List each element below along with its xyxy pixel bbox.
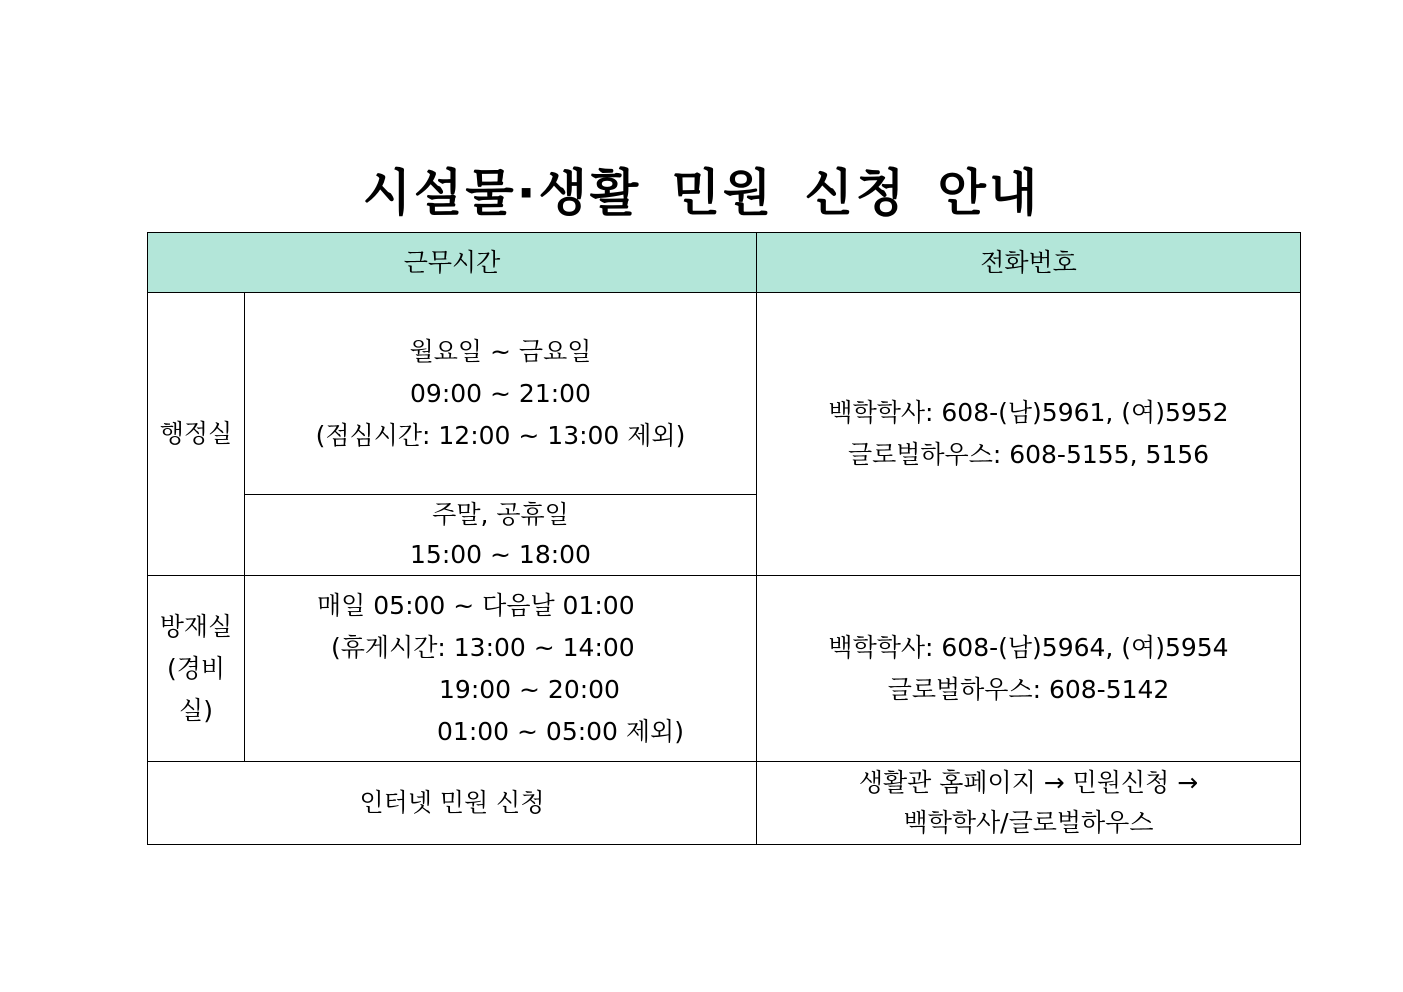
admin-weekday-hours: 09:00 ~ 21:00 — [410, 378, 591, 408]
page-title: 시설물·생활 민원 신청 안내 — [362, 164, 1041, 222]
security-daily-hours: 매일 05:00 ~ 다음날 01:00 — [317, 590, 635, 620]
security-hours-cell — [245, 576, 757, 762]
security-break-2: 19:00 ~ 20:00 — [439, 674, 620, 704]
internet-request-path-cell — [757, 762, 1301, 845]
complaint-info-table — [147, 232, 1301, 845]
header-phone: 전화번호 — [757, 233, 1301, 293]
admin-lunch-break: (점심시간: 12:00 ~ 13:00 제외) — [315, 420, 686, 450]
admin-phone-cell — [757, 293, 1301, 576]
table-row-security — [148, 576, 1301, 762]
admin-weekend-hours-cell — [245, 495, 757, 576]
internet-request-label: 인터넷 민원 신청 — [148, 762, 757, 845]
admin-office-label: 행정실 — [148, 293, 245, 576]
admin-weekday-days: 월요일 ~ 금요일 — [409, 336, 592, 366]
admin-weekend-hours: 15:00 ~ 18:00 — [410, 540, 591, 569]
header-hours: 근무시간 — [148, 233, 757, 293]
security-phone-global-house: 글로벌하우스: 608-5142 — [887, 674, 1170, 704]
admin-phone-global-house: 글로벌하우스: 608-5155, 5156 — [847, 440, 1210, 469]
table-row-internet — [148, 762, 1301, 845]
internet-path-line-2: 백학학사/글로벌하우스 — [903, 808, 1154, 837]
security-office-label: 방재실 — [159, 611, 233, 641]
table-row-admin-weekday — [148, 293, 1301, 495]
security-phone-cell — [757, 576, 1301, 762]
admin-weekday-hours-cell — [245, 293, 757, 495]
security-phone-baekhak: 백학학사: 608-(남)5964, (여)5954 — [828, 632, 1229, 662]
security-break-3: 01:00 ~ 05:00 제외) — [437, 716, 684, 746]
security-office-sublabel: (경비실) — [166, 653, 226, 725]
internet-path-line-1: 생활관 홈페이지 → 민원신청 → — [858, 768, 1199, 797]
admin-phone-baekhak: 백학학사: 608-(남)5961, (여)5952 — [828, 398, 1229, 427]
admin-weekend-days: 주말, 공휴일 — [432, 500, 569, 529]
security-office-label-cell — [148, 576, 245, 762]
security-break-1: (휴게시간: 13:00 ~ 14:00 — [331, 632, 635, 662]
security-hours-block — [317, 585, 684, 753]
table-header-row — [148, 233, 1301, 293]
